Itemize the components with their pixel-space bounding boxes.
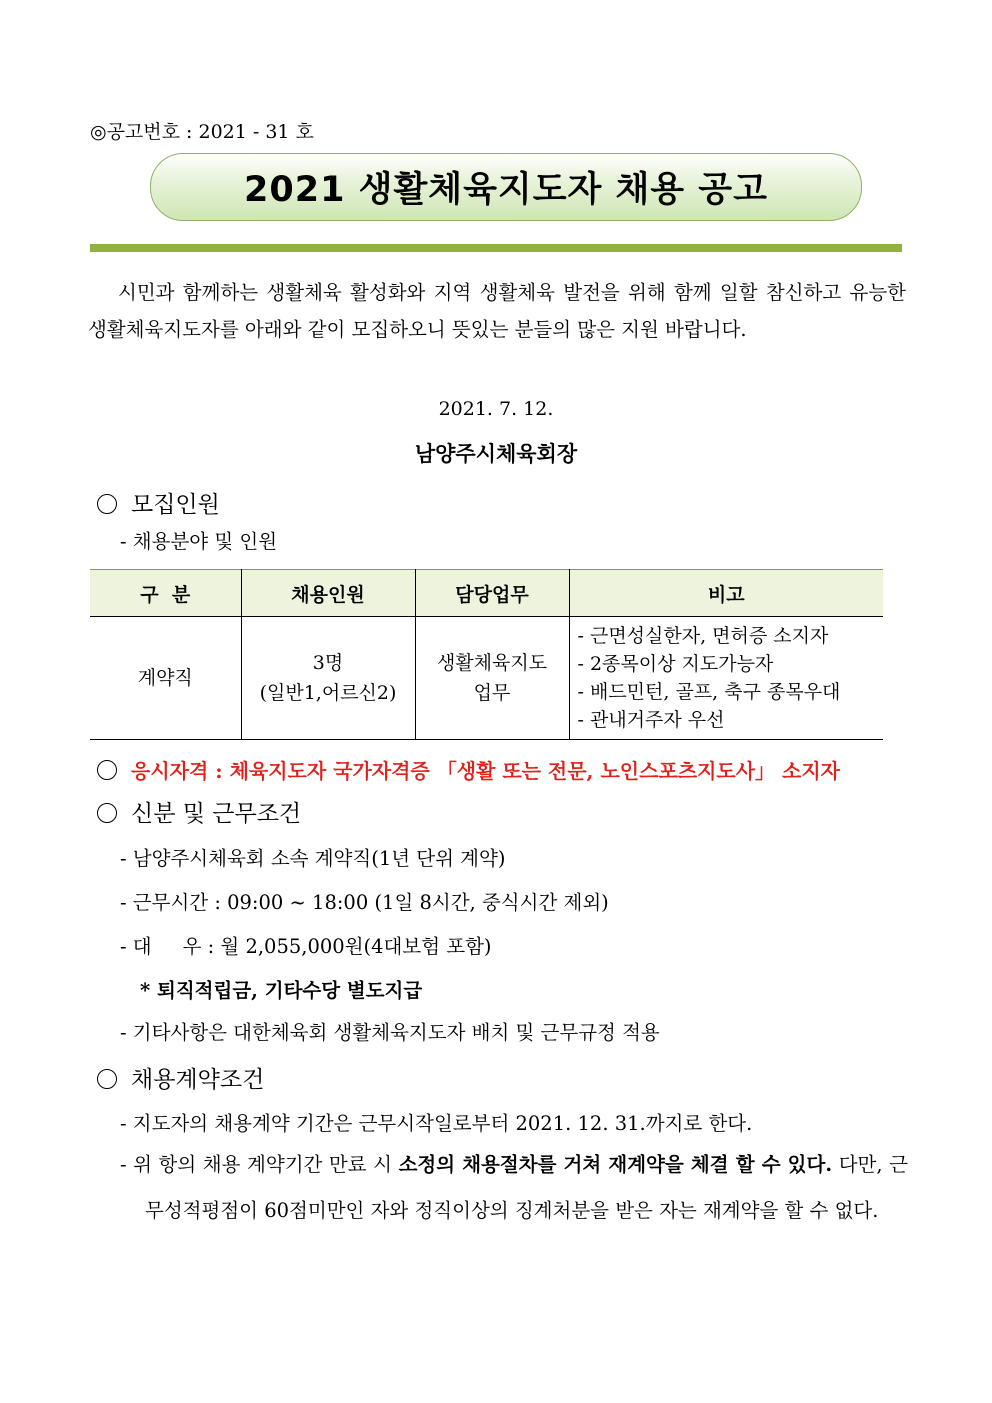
header-remarks: 비고 — [569, 570, 883, 617]
contract-item: - 지도자의 채용계약 기간은 근무시작일로부터 2021. 12. 31.까지로 한다. — [120, 1112, 753, 1135]
recruitment-sub-heading: - 채용분야 및 인원 — [120, 530, 278, 553]
remark-item: - 2종목이상 지도가능자 — [577, 653, 774, 675]
condition-item: - 대 우 : 월 2,055,000원(4대보험 포함) — [120, 935, 492, 958]
duty-line: 생활체육지도 — [436, 652, 548, 674]
section-heading: 모집인원 — [131, 492, 220, 518]
condition-item: - 남양주시체육회 소속 계약직(1년 단위 계약) — [120, 847, 506, 870]
table-header-row — [90, 570, 883, 617]
cell-remarks — [569, 617, 883, 740]
header-count: 채용인원 — [241, 570, 415, 617]
recruitment-table — [90, 569, 883, 740]
title-divider — [90, 244, 902, 252]
title-banner — [150, 153, 862, 221]
remark-item: - 배드민턴, 골프, 축구 종목우대 — [577, 681, 841, 703]
section-heading: 신분 및 근무조건 — [131, 801, 302, 827]
remark-item: - 근면성실한자, 면허증 소지자 — [577, 625, 829, 647]
section-contract-conditions — [97, 1061, 264, 1094]
cell-count — [241, 617, 415, 740]
condition-item: - 기타사항은 대한체육회 생활체육지도자 배치 및 근무규정 적용 — [120, 1021, 660, 1044]
section-heading: 채용계약조건 — [131, 1067, 265, 1093]
page-title: 2021 생활체육지도자 채용 공고 — [244, 170, 768, 210]
count-line: 3명 — [312, 652, 344, 674]
notice-number: ◎공고번호 : 2021 - 31 호 — [90, 121, 314, 143]
contract-item-renewal — [120, 1142, 908, 1234]
header-type: 구 분 — [90, 570, 241, 617]
circle-bullet-icon — [97, 1069, 117, 1089]
circle-bullet-icon — [97, 803, 117, 823]
cell-duty — [415, 617, 569, 740]
circle-bullet-icon — [97, 760, 117, 780]
table-row — [90, 617, 883, 740]
remark-item: - 관내거주자 우선 — [577, 709, 725, 731]
count-detail: (일반1,어르신2) — [259, 682, 397, 704]
notice-date: 2021. 7. 12. — [438, 398, 554, 420]
condition-item: - 근무시간 : 09:00 ~ 18:00 (1일 8시간, 중식시간 제외) — [120, 891, 609, 914]
header-duty: 담당업무 — [415, 570, 569, 617]
renewal-text-bold: 소정의 채용절차를 거쳐 재계약을 체결 할 수 있다. — [398, 1153, 833, 1176]
organization-name: 남양주시체육회장 — [414, 441, 578, 466]
cell-type: 계약직 — [90, 617, 241, 740]
qualification-text: 응시자격 : 체육지도자 국가자격증 「생활 또는 전문, 노인스포츠지도사」 소지자 — [131, 759, 840, 783]
renewal-text: - 위 항의 채용 계약기간 만료 시 — [120, 1153, 399, 1176]
condition-note: * 퇴직적립금, 기타수당 별도지급 — [140, 979, 423, 1002]
circle-bullet-icon — [97, 494, 117, 514]
renewal-text: 다만, 근무성적평점이 60점미만인 자와 정직이상의 징계처분을 받은 자는 재계약을 할 수 없다. — [145, 1153, 908, 1222]
duty-line: 업무 — [473, 682, 511, 704]
qualification-line — [97, 755, 840, 784]
section-employment-conditions — [97, 795, 301, 828]
section-recruitment — [97, 486, 220, 519]
intro-paragraph: 시민과 함께하는 생활체육 활성화와 지역 생활체육 발전을 위해 함께 일할 참신하고 유능한 생활체육지도자를 아래와 같이 모집하오니 뜻있는 분들의 많은 지원 바랍니다. — [88, 281, 906, 341]
